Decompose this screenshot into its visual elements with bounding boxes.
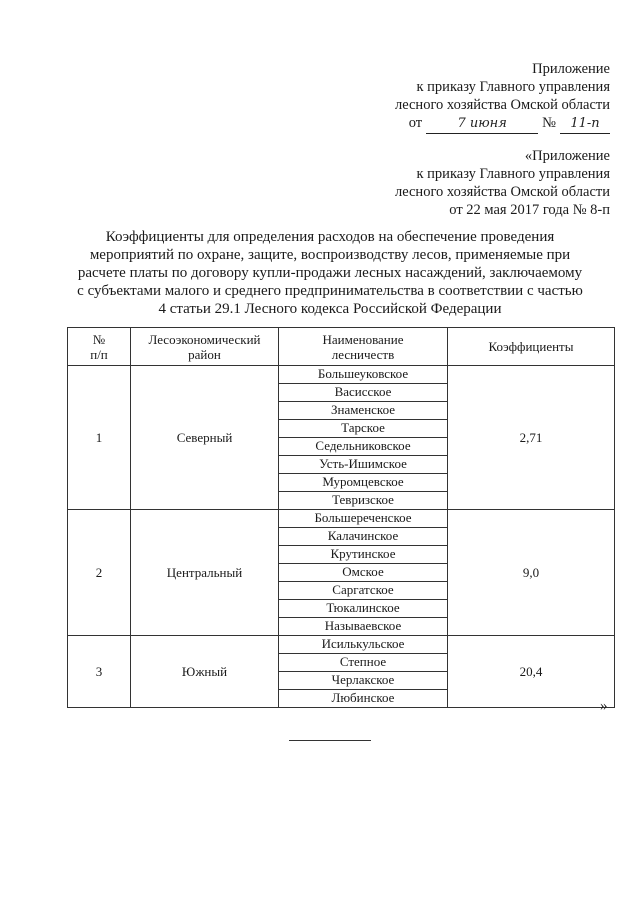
appendix-label-quoted: «Приложение [524,148,610,164]
row-number: 2 [68,510,131,636]
header-region-line1: Лесоэкономический [148,331,261,347]
header-region-line2: район [188,346,221,362]
row-coefficient: 20,4 [448,636,615,708]
document-title [40,228,620,318]
forestry-name: Саргатское [279,581,447,599]
row-forestries [279,636,448,708]
title-line: расчете платы по договору купли-продажи лесных насаждений, заключаемому [77,265,583,281]
forestry-name: Называевское [279,617,447,635]
row-number: 3 [68,636,131,708]
title-line: Коэффициенты для определения расходов на обеспечение проведения [105,229,555,245]
handwritten-number: 11-п [560,115,610,134]
order-date-number-line [395,114,610,134]
forestry-name: Усть-Ишимское [279,455,447,473]
row-region: Центральный [131,510,279,636]
forestry-name: Черлакское [279,671,447,689]
appendix-header [395,60,610,134]
authority-name: лесного хозяйства Омской области [394,184,610,200]
forestry-name: Муромцевское [279,473,447,491]
title-line: мероприятий по охране, защите, воспроизводству лесов, применяемые при [89,247,571,263]
authority-name: лесного хозяйства Омской области [394,97,610,113]
header-forestry [279,328,448,366]
table-body [68,366,615,708]
header-num [68,328,131,366]
forestry-name: Васисское [279,383,447,401]
handwritten-date: 7 июня [426,115,538,134]
closing-quote: » [600,698,608,714]
header-num-line2: п/п [90,346,108,362]
header-region [131,328,279,366]
row-coefficient: 2,71 [448,366,615,510]
header-forestry-line1: Наименование [322,331,404,347]
forestry-name: Тарское [279,419,447,437]
forestry-name: Крутинское [279,545,447,563]
row-number: 1 [68,366,131,510]
table-row [68,636,615,708]
header-forestry-line2: лесничеств [331,346,395,362]
row-forestries [279,366,448,510]
from-label: от [408,115,423,131]
forestry-name: Седельниковское [279,437,447,455]
row-coefficient: 9,0 [448,510,615,636]
previous-appendix-header [395,147,610,219]
order-date: от 22 мая 2017 года № 8-п [449,202,610,218]
row-region: Северный [131,366,279,510]
forestry-name: Калачинское [279,527,447,545]
appendix-label: Приложение [532,61,610,77]
order-reference: к приказу Главного управления [416,166,610,182]
title-line: с субъектами малого и среднего предпринимательства в соответствии с частью [77,283,583,299]
table-header-row [68,328,615,366]
forestry-name: Большеуковское [317,366,409,381]
row-region: Южный [131,636,279,708]
forestry-name: Тюкалинское [279,599,447,617]
forestry-name: Знаменское [279,401,447,419]
forestry-name: Большереченское [314,510,412,525]
forestry-name: Исилькульское [321,636,405,651]
header-coef: Коэффициенты [448,328,615,366]
coefficients-table [67,327,615,708]
table-row [68,510,615,636]
number-label: № [542,115,556,131]
table-row [68,366,615,510]
bottom-rule [289,740,371,741]
forestry-name: Омское [279,563,447,581]
title-line: 4 статьи 29.1 Лесного кодекса Российской Федерации [158,301,502,317]
header-num-line1: № [92,331,106,347]
forestry-name: Тевризское [279,491,447,509]
forestry-name: Степное [279,653,447,671]
forestry-name: Любинское [279,689,447,707]
order-reference: к приказу Главного управления [416,79,610,95]
row-forestries [279,510,448,636]
